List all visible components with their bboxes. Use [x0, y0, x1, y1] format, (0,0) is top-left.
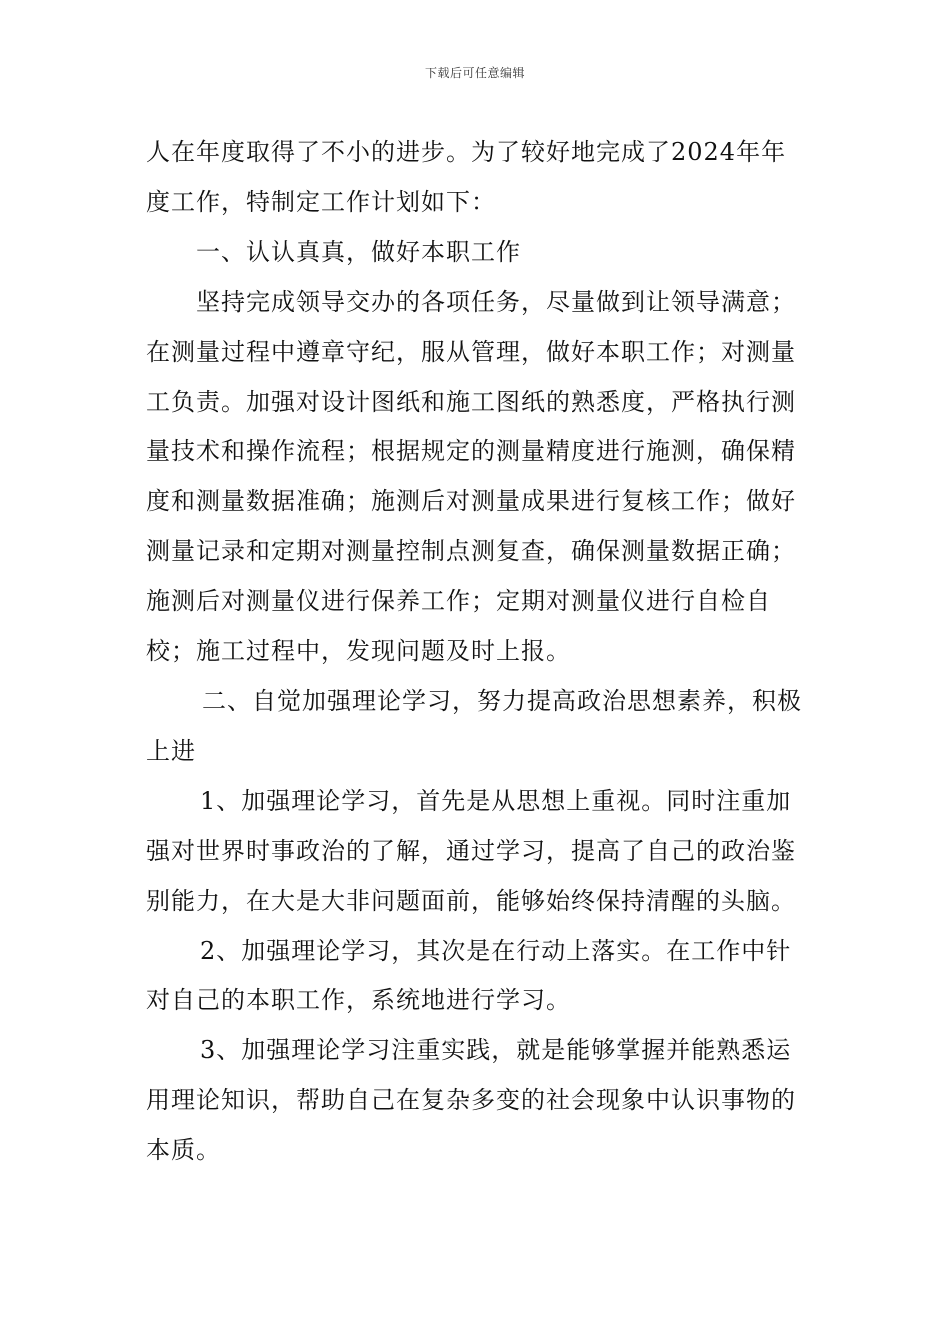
- item-3-paragraph: 3、加强理论学习注重实践，就是能够掌握并能熟悉运用理论知识，帮助自己在复杂多变的社会现象中认识事物的本质。: [146, 1036, 796, 1165]
- item-2-paragraph: 2、加强理论学习，其次是在行动上落实。在工作中针对自己的本职工作，系统地进行学习。: [146, 936, 792, 1015]
- item-1-paragraph: 1、加强理论学习，首先是从思想上重视。同时注重加强对世界时事政治的了解，通过学习，提高了自己的政治鉴别能力，在大是大非问题面前，能够始终保持清醒的头脑。: [146, 786, 796, 915]
- section-heading-1: 一、认认真真，做好本职工作: [196, 237, 521, 266]
- page-header-note: 下载后可任意编辑: [424, 66, 525, 80]
- section-heading-2: 二、自觉加强理论学习，努力提高政治思想素养，积极上进: [146, 686, 802, 765]
- intro-paragraph: 人在年度取得了不小的进步。为了较好地完成了2024年年度工作，特制定工作计划如下：: [146, 138, 787, 216]
- section-1-paragraph: 坚持完成领导交办的各项任务，尽量做到让领导满意；在测量过程中遵章守纪，服从管理，做好本职工作；对测量工负责。加强对设计图纸和施工图纸的熟悉度，严格执行测量技术和操作流程；根据规定的测量精度进行施测，确保精度和测量数据准确；施测后对测量成果进行复核工作；做好测量记录和定期对测量控制点测复查，确保测量数据正确；施测后对测量仪进行保养工作；定期对测量仪进行自检自校；施工过程中，发现问题及时上报。: [146, 287, 796, 666]
- document-body: [146, 128, 810, 1176]
